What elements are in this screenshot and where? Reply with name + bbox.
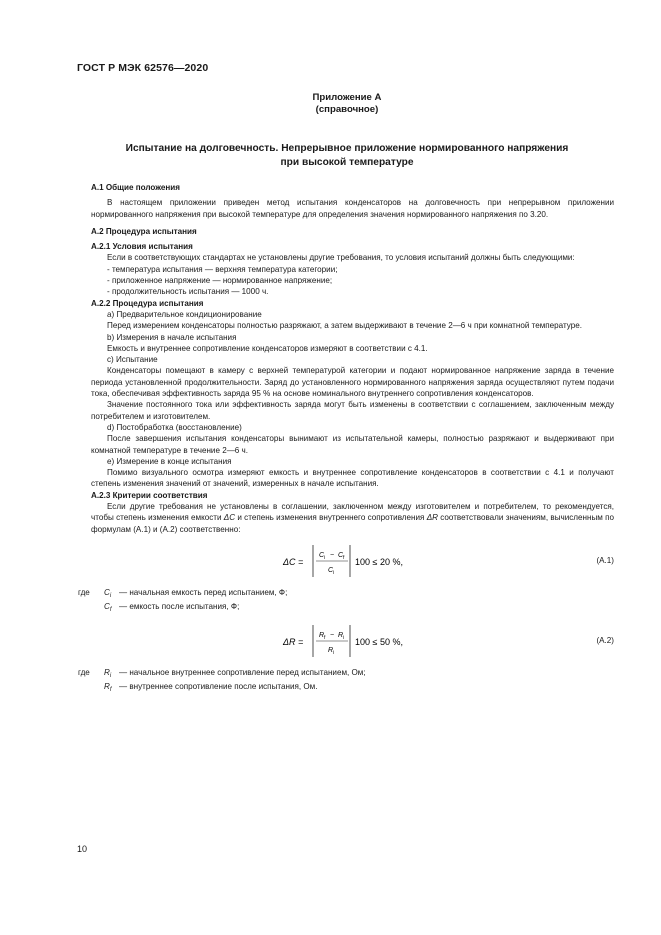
svg-text:i: i — [333, 649, 335, 656]
standard-header: ГОСТ Р МЭК 62576—2020 — [77, 62, 209, 74]
step-c-text-1: Конденсаторы помещают в камеру с верхней температурой категории и подают нормированное напряжение заряда в течение периода установленной продолжительности. Заряд до установленного нормированного напряжения заряда осуществляют путем подачи тока, обеспечивая эффективность заряда 95 % на основе номинального внутреннего сопротивления конденсаторов. — [91, 366, 614, 399]
formula-a2-number: (А.2) — [596, 635, 614, 645]
formula-a2-graphic — [261, 623, 461, 661]
subsection-a23-text: Если другие требования не установлены в соглашении, заключенном между изготовителем и потребителем, то рекомендуется, чтобы степень изменения емкости ΔC и степень изменения внутреннего сопротивления ΔR соответствовали значениям, вычисленным по формулам (А.1) и (А.2) соответственно: — [91, 502, 615, 534]
step-d-label: d) Постобработка (восстановление) — [107, 422, 242, 432]
delta-c-symbol: ΔC — [223, 513, 236, 523]
subsection-heading-a23: А.2.3 Критерии соответствия — [91, 490, 208, 500]
svg-text:C: C — [328, 566, 334, 574]
step-b-label: b) Измерения в начале испытания — [107, 332, 237, 342]
list-item: - продолжительность испытания — 1000 ч. — [107, 287, 269, 297]
where-row: $C_f$ — емкость после испытания, Ф; — [104, 601, 240, 613]
svg-text:−: − — [330, 631, 335, 639]
formula-a2-rhs: 100 ≤ 50 %, — [355, 636, 403, 647]
svg-text:R: R — [328, 646, 334, 654]
formula-a1 — [91, 543, 614, 581]
svg-text:f: f — [324, 634, 326, 641]
formula-a1-lhs: ΔC = — [283, 556, 304, 567]
step-b-text: Емкость и внутреннее сопротивление конденсаторов измеряют в соответствии с 4.1. — [107, 343, 428, 353]
step-c-text-2: Значение постоянного тока или эффективность заряда могут быть изменены в соответствии с соглашением, заключенным между потребителем и изготовителем. — [91, 400, 614, 421]
svg-text:R: R — [319, 631, 325, 639]
formula-a2 — [91, 623, 614, 661]
subsection-heading-a21: А.2.1 Условия испытания — [91, 242, 193, 252]
section-heading-a2: А.2 Процедура испытания — [91, 226, 197, 236]
section-a1-text: В настоящем приложении приведен метод испытания конденсаторов на долговечность при непрерывном приложении нормированного напряжения при высокой температуре для определения значения нормированного напряжения по 3.20. — [91, 198, 614, 219]
step-c-label: c) Испытание — [107, 355, 158, 365]
step-a-text: Перед измерением конденсаторы полностью разряжают, а затем выдерживают в течение 2—6 ч при комнатной температуре. — [107, 321, 582, 331]
step-e-text: Помимо визуального осмотра измеряют емкость и внутреннее сопротивление конденсаторов в соответствии с 4.1 и получают степень изменения значений от значений, измеренных в начале испытания. — [91, 468, 614, 489]
formula-a1-graphic — [261, 543, 461, 581]
subsection-a21-text: Если в соответствующих стандартах не установлены другие требования, то условия испытаний должны быть следующими: — [107, 253, 575, 263]
step-e-label: e) Измерение в конце испытания — [107, 456, 232, 466]
step-d-text: После завершения испытания конденсаторы вынимают из испытательной камеры, полностью разряжают и выдерживают при комнатной температуре в течение 2—6 ч. — [91, 434, 614, 455]
list-item: - приложенное напряжение — нормированное напряжение; — [107, 276, 333, 286]
where-row: $R_f$ — внутреннее сопротивление после испытания, Ом. — [104, 681, 318, 693]
svg-text:C: C — [338, 551, 344, 559]
formula-a2-lhs: ΔR = — [283, 636, 304, 647]
where-row: где $C_i$ — начальная емкость перед испытанием, Ф; — [78, 587, 288, 599]
main-title-line2: при высокой температуре — [280, 156, 414, 168]
svg-text:i: i — [343, 634, 345, 641]
svg-text:C: C — [319, 551, 325, 559]
annex-subtitle: (справочное) — [315, 104, 379, 115]
svg-text:−: − — [330, 551, 335, 559]
svg-text:f: f — [343, 554, 345, 561]
main-title — [77, 142, 617, 169]
delta-r-symbol: ΔR — [426, 513, 438, 523]
where-row: где $R_i$ — начальное внутреннее сопротивление перед испытанием, Ом; — [78, 667, 366, 679]
svg-text:i: i — [333, 569, 335, 576]
annex-title: Приложение А — [312, 92, 382, 103]
annex-title-block — [77, 92, 617, 116]
main-title-line1: Испытание на долговечность. Непрерывное приложение нормированного напряжения — [125, 143, 569, 154]
formula-a1-number: (А.1) — [596, 555, 614, 565]
page-number: 10 — [77, 844, 88, 854]
step-a-label: a) Предварительное кондиционирование — [107, 309, 262, 319]
document-body — [78, 182, 615, 695]
formula-a1-rhs: 100 ≤ 20 %, — [355, 556, 403, 567]
svg-text:R: R — [338, 631, 344, 639]
subsection-heading-a22: А.2.2 Процедура испытания — [91, 298, 204, 308]
svg-text:i: i — [324, 554, 326, 561]
list-item: - температура испытания — верхняя температура категории; — [107, 264, 338, 274]
section-heading-a1: А.1 Общие положения — [91, 183, 180, 192]
